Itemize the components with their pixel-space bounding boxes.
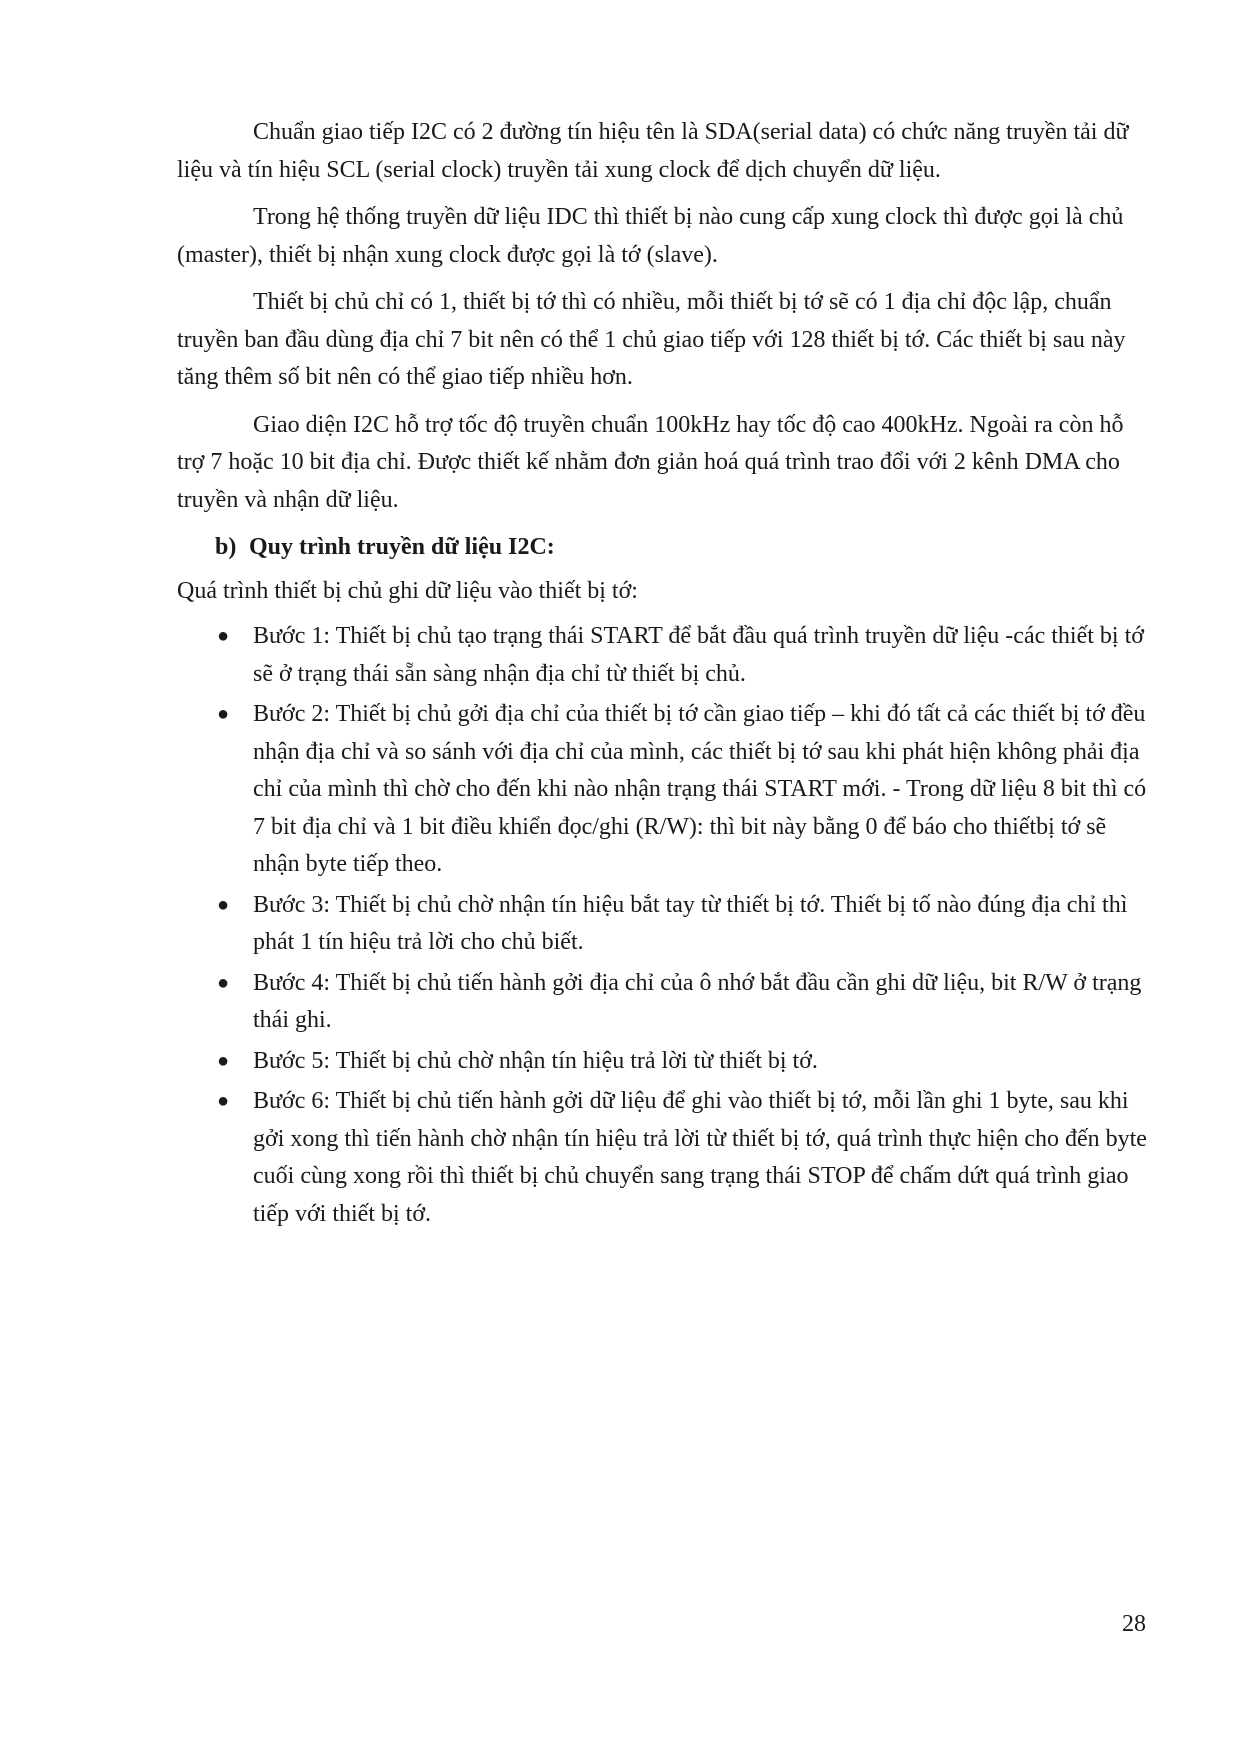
paragraph-speed: Giao diện I2C hỗ trợ tốc độ truyền chuẩn 100kHz hay tốc độ cao 400kHz. Ngoài ra còn hỗ trợ 7 hoặc 10 bit địa chỉ. Được thiết kế nhằm đơn giản hoá quá trình trao đổi với 2 kênh DMA cho truyền và nhận dữ liệu. xyxy=(177,411,1124,513)
paragraph-addressing: Thiết bị chủ chỉ có 1, thiết bị tớ thì có nhiều, mỗi thiết bị tớ sẽ có 1 địa chỉ độc lập, chuẩn truyền ban đầu dùng địa chỉ 7 bit nên có thể 1 chủ giao tiếp với 128 thiết bị tớ. Các thiết bị sau này tăng thêm số bit nên có thể giao tiếp nhiều hơn. xyxy=(177,289,1126,390)
list-item xyxy=(177,887,1152,962)
bullet-icon: ● xyxy=(217,625,230,647)
section-title: Quy trình truyền dữ liệu I2C: xyxy=(249,534,555,560)
page-content xyxy=(177,114,1152,1236)
step-text: Bước 6: Thiết bị chủ tiến hành gởi dữ liệu để ghi vào thiết bị tớ, mỗi lần ghi 1 byte, sau khi gởi xong thì tiến hành chờ nhận tín hiệu trả lời từ thiết bị tớ, quá trình thực hiện cho đến byte cuối cùng xong rồi thì thiết bị chủ chuyển sang trạng thái STOP để chấm dứt quá trình giao tiếp với thiết bị tớ. xyxy=(253,1088,1147,1227)
step-text: Bước 1: Thiết bị chủ tạo trạng thái START để bắt đầu quá trình truyền dữ liệu -các thiết bị tớ sẽ ở trạng thái sẵn sàng nhận địa chỉ từ thiết bị chủ. xyxy=(253,623,1144,687)
bullet-icon: ● xyxy=(217,703,230,725)
list-item xyxy=(177,965,1152,1040)
steps-list xyxy=(177,618,1152,1233)
step-text: Bước 2: Thiết bị chủ gởi địa chỉ của thiết bị tớ cần giao tiếp – khi đó tất cả các thiết bị tớ đều nhận địa chỉ và so sánh với địa chỉ của mình, các thiết bị tớ sau khi phát hiện không phải địa chỉ của mình thì chờ cho đến khi nào nhận trạng thái START mới. - Trong dữ liệu 8 bit thì có 7 bit địa chỉ và 1 bit điều khiển đọc/ghi (R/W): thì bit này bằng 0 để báo cho thiếtbị tớ sẽ nhận byte tiếp theo. xyxy=(253,701,1147,877)
step-text: Bước 5: Thiết bị chủ chờ nhận tín hiệu trả lời từ thiết bị tớ. xyxy=(253,1047,818,1074)
list-item xyxy=(177,696,1152,884)
step-text: Bước 4: Thiết bị chủ tiến hành gởi địa chỉ của ô nhớ bắt đầu cần ghi dữ liệu, bit R/W ở trạng thái ghi. xyxy=(253,969,1142,1033)
list-item xyxy=(177,618,1152,693)
bullet-icon: ● xyxy=(217,1090,230,1112)
section-marker: b) xyxy=(215,534,237,560)
paragraph-master-slave: Trong hệ thống truyền dữ liệu IDC thì thiết bị nào cung cấp xung clock thì được gọi là chủ (master), thiết bị nhận xung clock được gọi là tớ (slave). xyxy=(177,204,1124,268)
bullet-icon: ● xyxy=(217,1049,230,1072)
bullet-icon: ● xyxy=(217,971,230,994)
bullet-icon: ● xyxy=(217,893,230,916)
paragraph-i2c-lines: Chuẩn giao tiếp I2C có 2 đường tín hiệu tên là SDA(serial data) có chức năng truyền tải dữ liệu và tín hiệu SCL (serial clock) truyền tải xung clock để dịch chuyển dữ liệu. xyxy=(177,119,1129,183)
page-number: 28 xyxy=(1122,1611,1146,1637)
section-heading xyxy=(177,529,1152,567)
list-item xyxy=(177,1043,1152,1081)
list-item xyxy=(177,1083,1152,1233)
intro-text: Quá trình thiết bị chủ ghi dữ liệu vào thiết bị tớ: xyxy=(177,577,638,604)
step-text: Bước 3: Thiết bị chủ chờ nhận tín hiệu bắt tay từ thiết bị tớ. Thiết bị tố nào đúng địa chỉ thì phát 1 tín hiệu trả lời cho chủ biết. xyxy=(253,891,1128,955)
